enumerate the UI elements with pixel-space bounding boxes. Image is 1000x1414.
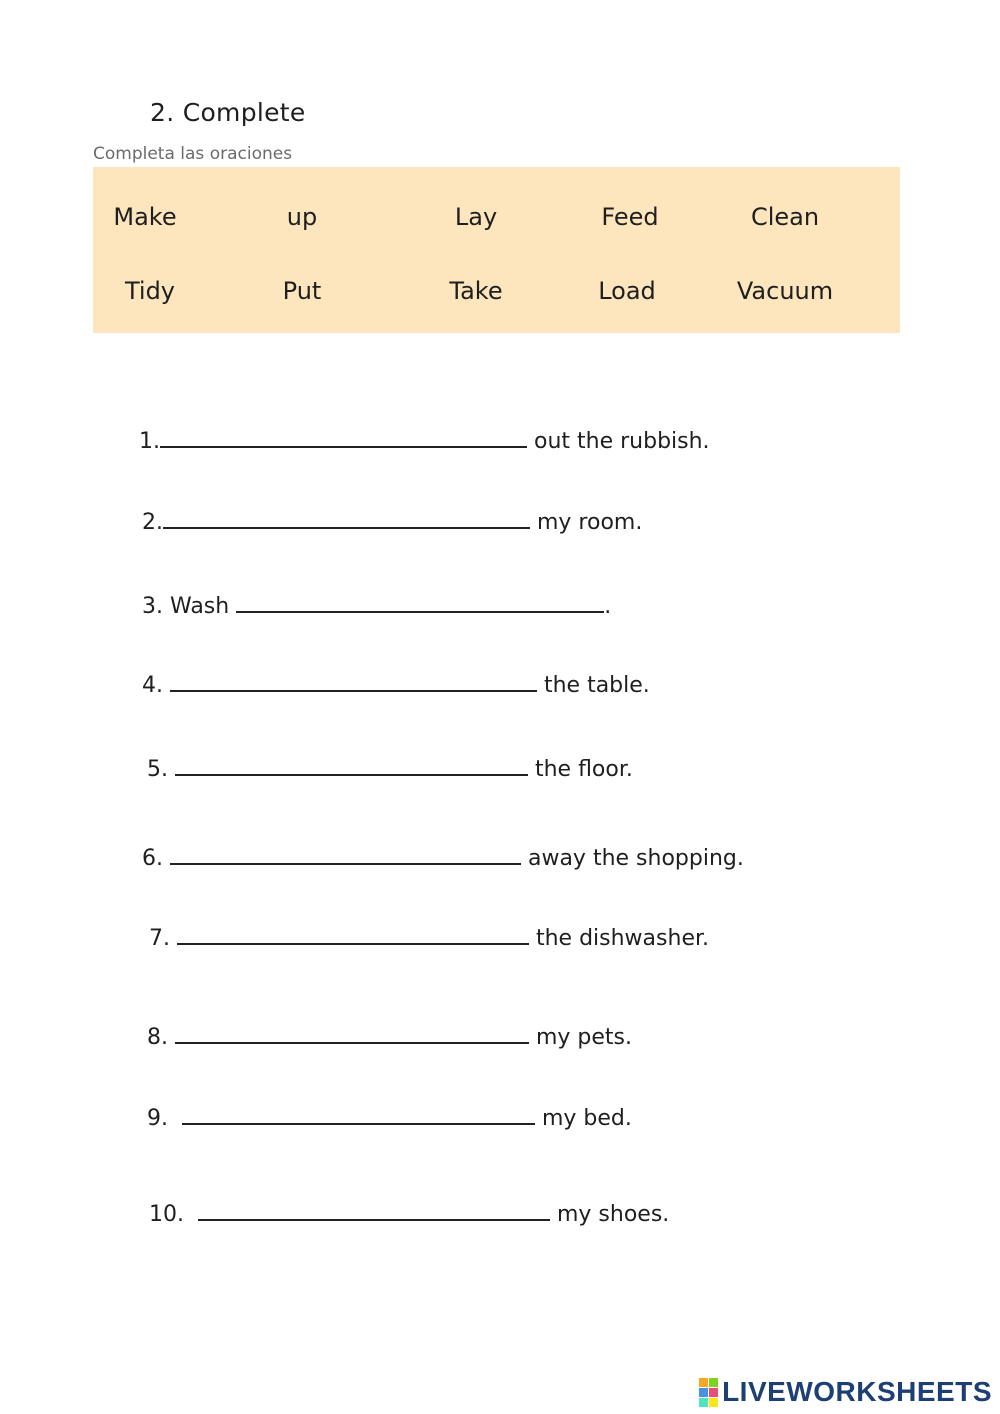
answer-blank[interactable] xyxy=(177,923,529,945)
sentence-6 xyxy=(128,818,744,871)
answer-blank[interactable] xyxy=(170,670,537,692)
sentence-7 xyxy=(135,898,709,951)
sentence-prefix: 9. xyxy=(147,1106,182,1131)
word-bank xyxy=(93,167,900,333)
word-bank-item: Lay xyxy=(454,203,498,231)
sentence-8 xyxy=(133,997,632,1050)
answer-blank[interactable] xyxy=(163,507,530,529)
answer-blank[interactable] xyxy=(182,1103,535,1125)
logo-square xyxy=(709,1378,718,1387)
answer-blank[interactable] xyxy=(198,1199,550,1221)
sentence-prefix: 2. xyxy=(142,510,163,535)
sentence-suffix: the table. xyxy=(536,673,650,698)
sentence-prefix: 1. xyxy=(139,429,160,454)
sentence-prefix: 5. xyxy=(147,757,175,782)
sentence-suffix: out the rubbish. xyxy=(527,429,710,454)
answer-blank[interactable] xyxy=(236,591,604,613)
word-bank-item: Tidy xyxy=(124,277,176,305)
sentence-suffix: my pets. xyxy=(528,1025,633,1050)
sentence-1 xyxy=(125,401,710,454)
logo-square xyxy=(709,1398,718,1407)
word-bank-item: Make xyxy=(113,203,177,231)
sentence-5 xyxy=(133,729,633,782)
instructions-subtitle: Completa las oraciones xyxy=(93,144,293,164)
sentence-suffix: my room. xyxy=(530,510,643,535)
word-bank-item: Vacuum xyxy=(736,277,834,305)
word-bank-item: Feed xyxy=(601,203,659,231)
sentence-3 xyxy=(128,566,611,619)
sentence-4 xyxy=(128,645,650,698)
sentence-9 xyxy=(133,1078,632,1131)
sentence-2 xyxy=(128,482,642,535)
sentence-10 xyxy=(135,1174,669,1227)
sentence-prefix: 10. xyxy=(149,1202,198,1227)
sentence-prefix: 4. xyxy=(142,673,170,698)
sentence-suffix: the floor. xyxy=(527,757,633,782)
logo-square xyxy=(699,1378,708,1387)
word-bank-item: Clean xyxy=(750,203,820,231)
sentence-suffix: away the shopping. xyxy=(520,846,744,871)
sentence-prefix: 6. xyxy=(142,846,170,871)
word-bank-item: Load xyxy=(598,277,656,305)
liveworksheets-logo-icon xyxy=(699,1378,718,1407)
sentence-prefix: 8. xyxy=(147,1025,175,1050)
page-title: 2. Complete xyxy=(150,98,306,127)
sentence-prefix: 7. xyxy=(149,926,177,951)
answer-blank[interactable] xyxy=(170,843,521,865)
logo-square xyxy=(699,1388,708,1397)
answer-blank[interactable] xyxy=(175,754,528,776)
word-bank-item: Put xyxy=(282,277,322,305)
liveworksheets-logo[interactable] xyxy=(699,1376,992,1408)
word-bank-item: up xyxy=(286,203,318,231)
logo-text: LIVEWORKSHEETS xyxy=(722,1376,992,1407)
answer-blank[interactable] xyxy=(160,426,527,448)
sentence-suffix: the dishwasher. xyxy=(528,926,709,951)
sentence-prefix: 3. Wash xyxy=(142,594,237,619)
word-bank-item: Take xyxy=(449,277,503,305)
sentence-suffix: my bed. xyxy=(534,1106,632,1131)
sentence-suffix: my shoes. xyxy=(549,1202,670,1227)
sentence-suffix: . xyxy=(604,594,612,619)
logo-square xyxy=(709,1388,718,1397)
logo-square xyxy=(699,1398,708,1407)
answer-blank[interactable] xyxy=(175,1022,529,1044)
